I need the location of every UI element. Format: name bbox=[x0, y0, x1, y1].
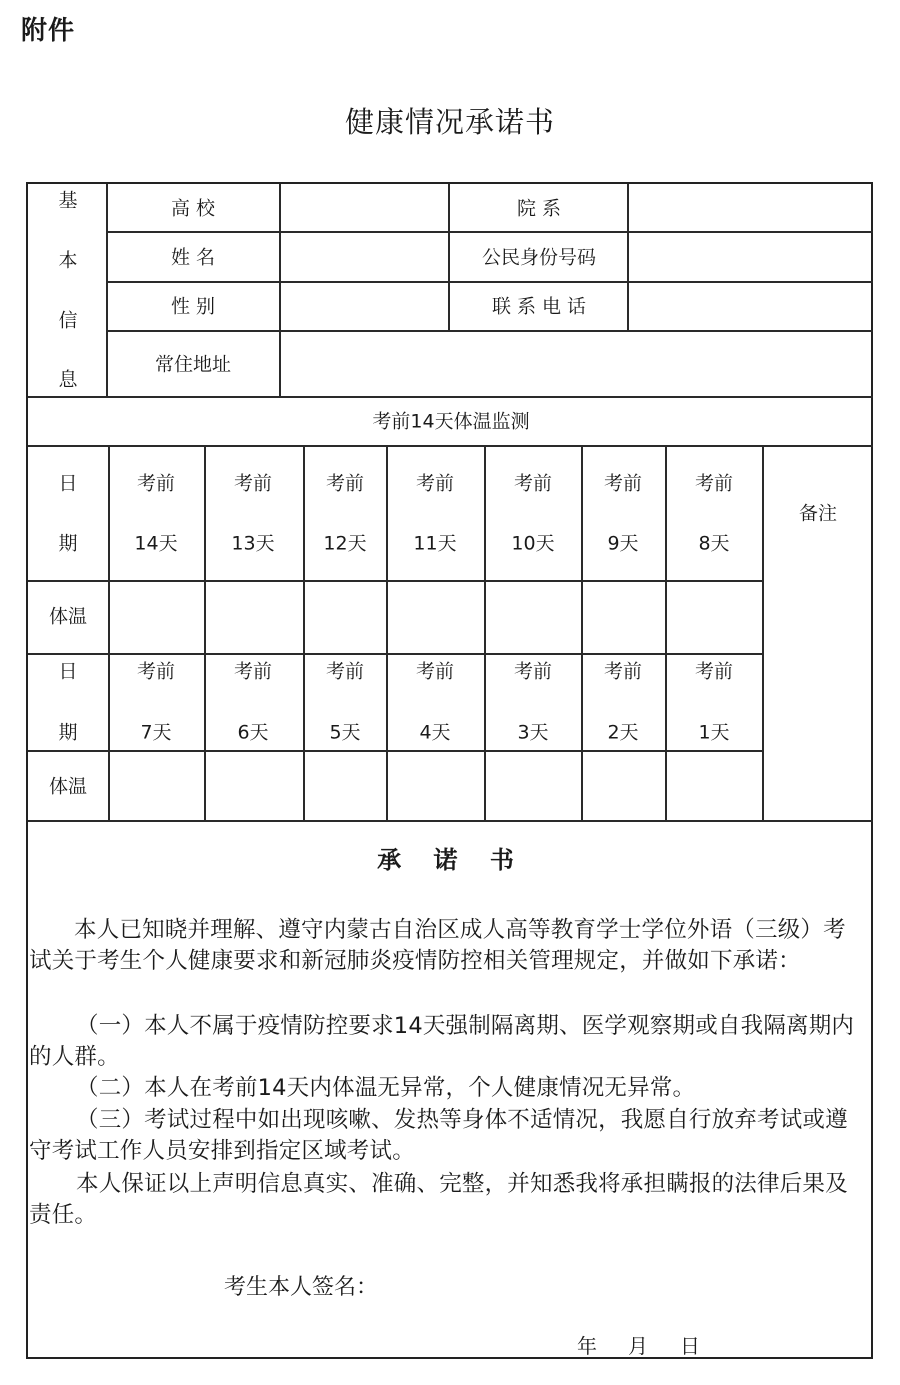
day-top: 考前 bbox=[325, 660, 365, 683]
day-top: 考前 bbox=[136, 660, 176, 683]
rule bbox=[204, 445, 206, 822]
attachment-label: 附件 bbox=[21, 16, 76, 46]
date-char: 期 bbox=[58, 532, 78, 555]
rule bbox=[581, 445, 583, 822]
section-char: 息 bbox=[58, 368, 78, 391]
day-top: 考前 bbox=[325, 472, 365, 495]
day-top: 考前 bbox=[694, 472, 734, 495]
section-char: 信 bbox=[58, 309, 78, 332]
date-month: 月 bbox=[628, 1334, 648, 1358]
day-bottom: 7天 bbox=[140, 721, 172, 744]
name-label: 姓 名 bbox=[170, 246, 216, 269]
rule bbox=[448, 184, 450, 332]
day-top: 考前 bbox=[603, 660, 643, 683]
monitoring-title: 考前14天体温监测 bbox=[372, 410, 530, 433]
day-top: 考前 bbox=[233, 660, 273, 683]
day-bottom: 10天 bbox=[511, 532, 555, 555]
rule bbox=[762, 445, 764, 822]
rule bbox=[386, 445, 388, 822]
day-bottom: 11天 bbox=[413, 532, 457, 555]
day-top: 考前 bbox=[136, 472, 176, 495]
day-bottom: 8天 bbox=[698, 532, 730, 555]
department-label: 院 系 bbox=[516, 197, 562, 220]
rule bbox=[279, 184, 281, 398]
rule bbox=[106, 330, 873, 332]
rule bbox=[28, 820, 873, 822]
section-char: 本 bbox=[58, 249, 78, 272]
school-label: 高 校 bbox=[170, 197, 216, 220]
day-top: 考前 bbox=[513, 472, 553, 495]
day-bottom: 2天 bbox=[607, 721, 639, 744]
temp-label: 体温 bbox=[48, 775, 88, 798]
day-bottom: 9天 bbox=[607, 532, 639, 555]
rule bbox=[28, 653, 763, 655]
pledge-item-1: （一）本人不属于疫情防控要求14天强制隔离期、医学观察期或自我隔离期内的人群。 bbox=[29, 1013, 855, 1070]
day-bottom: 5天 bbox=[329, 721, 361, 744]
pledge-item-2: （二）本人在考前14天内体温无异常，个人健康情况无异常。 bbox=[76, 1075, 696, 1101]
day-top: 考前 bbox=[415, 472, 455, 495]
rule bbox=[106, 184, 108, 398]
rule bbox=[28, 396, 873, 398]
rule bbox=[28, 580, 763, 582]
address-label: 常住地址 bbox=[154, 353, 232, 376]
section-char: 基 bbox=[58, 189, 78, 212]
remark-label: 备注 bbox=[798, 502, 838, 525]
rule bbox=[108, 445, 110, 822]
date-char: 日 bbox=[58, 660, 78, 683]
pledge-item-3: （三）考试过程中如出现咳嗽、发热等身体不适情况，我愿自行放弃考试或遵守考试工作人员安排到指定区域考试。 bbox=[29, 1107, 848, 1164]
pledge-title: 承 诺 书 bbox=[377, 846, 526, 874]
date-char: 日 bbox=[58, 472, 78, 495]
day-top: 考前 bbox=[694, 660, 734, 683]
date-char: 期 bbox=[58, 721, 78, 744]
signature-label: 考生本人签名： bbox=[224, 1275, 379, 1300]
gender-label: 性 别 bbox=[170, 295, 216, 318]
day-bottom: 14天 bbox=[134, 532, 178, 555]
rule bbox=[28, 445, 873, 447]
phone-label: 联 系 电 话 bbox=[491, 295, 587, 318]
day-bottom: 13天 bbox=[231, 532, 275, 555]
date-year: 年 bbox=[577, 1334, 597, 1358]
rule bbox=[106, 231, 873, 233]
rule bbox=[28, 750, 763, 752]
rule bbox=[627, 184, 629, 332]
rule bbox=[484, 445, 486, 822]
day-bottom: 3天 bbox=[517, 721, 549, 744]
day-bottom: 6天 bbox=[237, 721, 269, 744]
day-top: 考前 bbox=[513, 660, 553, 683]
day-bottom: 1天 bbox=[698, 721, 730, 744]
day-top: 考前 bbox=[233, 472, 273, 495]
date-day: 日 bbox=[680, 1334, 700, 1358]
day-top: 考前 bbox=[415, 660, 455, 683]
day-top: 考前 bbox=[603, 472, 643, 495]
id-number-label: 公民身份号码 bbox=[481, 246, 597, 269]
day-bottom: 4天 bbox=[419, 721, 451, 744]
rule bbox=[106, 281, 873, 283]
rule bbox=[665, 445, 667, 822]
day-bottom: 12天 bbox=[323, 532, 367, 555]
pledge-intro: 本人已知晓并理解、遵守内蒙古自治区成人高等教育学士学位外语（三级）考试关于考生个人健康要求和新冠肺炎疫情防控相关管理规定，并做如下承诺： bbox=[29, 917, 846, 974]
temp-label: 体温 bbox=[48, 605, 88, 628]
pledge-closing: 本人保证以上声明信息真实、准确、完整，并知悉我将承担瞒报的法律后果及责任。 bbox=[29, 1171, 848, 1228]
page-title: 健康情况承诺书 bbox=[344, 105, 555, 139]
rule bbox=[303, 445, 305, 822]
